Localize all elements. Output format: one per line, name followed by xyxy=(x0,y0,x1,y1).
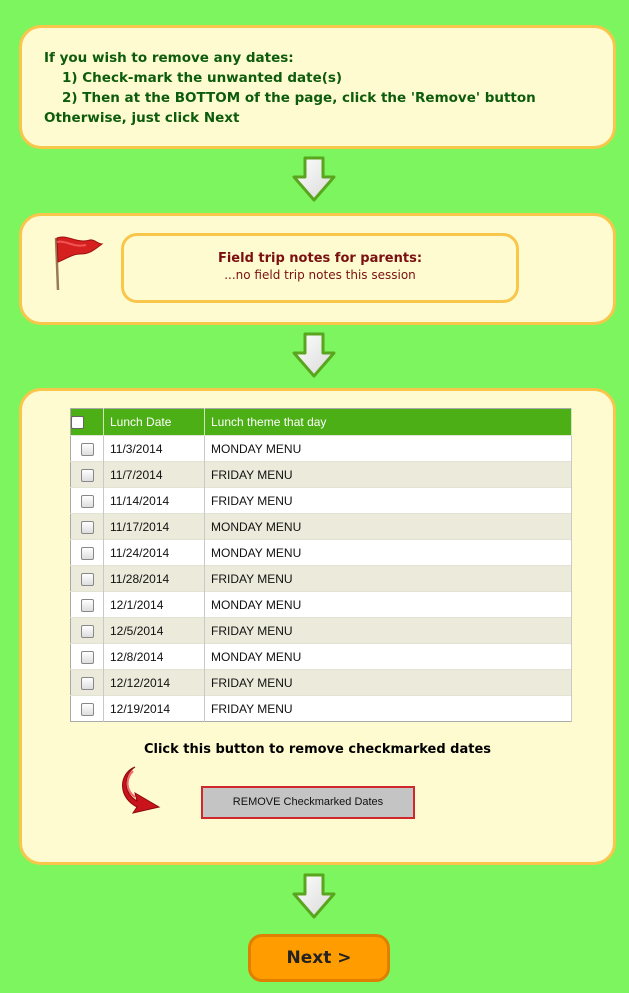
row-checkbox[interactable] xyxy=(81,573,94,586)
lunch-date-cell: 11/14/2014 xyxy=(104,488,205,514)
row-checkbox[interactable] xyxy=(81,677,94,690)
row-checkbox[interactable] xyxy=(81,625,94,638)
lunch-theme-cell: MONDAY MENU xyxy=(205,592,572,618)
lunch-theme-cell: FRIDAY MENU xyxy=(205,696,572,722)
row-checkbox-cell xyxy=(71,644,104,670)
row-checkbox[interactable] xyxy=(81,703,94,716)
lunch-date-cell: 11/24/2014 xyxy=(104,540,205,566)
lunch-date-cell: 11/17/2014 xyxy=(104,514,205,540)
row-checkbox[interactable] xyxy=(81,469,94,482)
next-button[interactable]: Next > xyxy=(248,934,390,982)
table-row xyxy=(71,436,572,462)
lunch-theme-cell: FRIDAY MENU xyxy=(205,670,572,696)
row-checkbox[interactable] xyxy=(81,651,94,664)
lunch-theme-cell: FRIDAY MENU xyxy=(205,618,572,644)
remove-prompt: Click this button to remove checkmarked dates xyxy=(143,742,492,757)
table-row xyxy=(71,644,572,670)
down-arrow-icon xyxy=(290,155,338,203)
lunch-dates-panel xyxy=(19,388,616,865)
lunch-theme-cell: MONDAY MENU xyxy=(205,436,572,462)
lunch-theme-cell: FRIDAY MENU xyxy=(205,462,572,488)
field-trip-title: Field trip notes for parents: xyxy=(217,251,423,266)
row-checkbox-cell xyxy=(71,540,104,566)
table-header-row xyxy=(71,409,572,436)
table-row xyxy=(71,514,572,540)
header-lunch-date: Lunch Date xyxy=(104,409,205,436)
row-checkbox-cell xyxy=(71,592,104,618)
header-lunch-theme: Lunch theme that day xyxy=(205,409,572,436)
lunch-theme-cell: MONDAY MENU xyxy=(205,644,572,670)
field-trip-notes-box xyxy=(121,233,519,303)
red-flag-icon xyxy=(50,232,104,292)
instructions-line-1: If you wish to remove any dates: xyxy=(44,50,294,66)
row-checkbox[interactable] xyxy=(81,521,94,534)
table-row xyxy=(71,540,572,566)
row-checkbox-cell xyxy=(71,670,104,696)
field-trip-panel xyxy=(19,213,616,325)
row-checkbox[interactable] xyxy=(81,495,94,508)
table-row xyxy=(71,566,572,592)
lunch-date-cell: 12/5/2014 xyxy=(104,618,205,644)
row-checkbox-cell xyxy=(71,514,104,540)
lunch-date-cell: 12/1/2014 xyxy=(104,592,205,618)
row-checkbox[interactable] xyxy=(81,599,94,612)
row-checkbox[interactable] xyxy=(81,547,94,560)
lunch-theme-cell: MONDAY MENU xyxy=(205,540,572,566)
down-arrow-icon xyxy=(290,872,338,920)
row-checkbox-cell xyxy=(71,618,104,644)
table-row xyxy=(71,462,572,488)
lunch-date-cell: 11/3/2014 xyxy=(104,436,205,462)
instructions-panel xyxy=(19,25,616,149)
lunch-theme-cell: MONDAY MENU xyxy=(205,514,572,540)
row-checkbox[interactable] xyxy=(81,443,94,456)
field-trip-note: ...no field trip notes this session xyxy=(224,268,416,282)
remove-checkmarked-button[interactable]: REMOVE Checkmarked Dates xyxy=(201,786,415,819)
lunch-theme-cell: FRIDAY MENU xyxy=(205,566,572,592)
lunch-date-cell: 11/28/2014 xyxy=(104,566,205,592)
table-row xyxy=(71,696,572,722)
instructions-text xyxy=(44,48,536,128)
lunch-date-cell: 12/12/2014 xyxy=(104,670,205,696)
curved-arrow-icon xyxy=(121,765,173,815)
instructions-line-4: Otherwise, just click Next xyxy=(44,110,240,126)
row-checkbox-cell xyxy=(71,436,104,462)
row-checkbox-cell xyxy=(71,696,104,722)
select-all-header xyxy=(71,409,104,436)
table-row xyxy=(71,618,572,644)
lunch-date-cell: 12/19/2014 xyxy=(104,696,205,722)
table-row xyxy=(71,488,572,514)
lunch-date-cell: 12/8/2014 xyxy=(104,644,205,670)
down-arrow-icon xyxy=(290,331,338,379)
row-checkbox-cell xyxy=(71,488,104,514)
row-checkbox-cell xyxy=(71,566,104,592)
instructions-line-2: 1) Check-mark the unwanted date(s) xyxy=(62,70,343,86)
lunch-dates-table xyxy=(70,408,572,722)
row-checkbox-cell xyxy=(71,462,104,488)
table-row xyxy=(71,592,572,618)
select-all-checkbox[interactable] xyxy=(71,416,84,429)
instructions-line-3: 2) Then at the BOTTOM of the page, click the 'Remove' button xyxy=(62,90,536,106)
table-row xyxy=(71,670,572,696)
lunch-theme-cell: FRIDAY MENU xyxy=(205,488,572,514)
lunch-date-cell: 11/7/2014 xyxy=(104,462,205,488)
